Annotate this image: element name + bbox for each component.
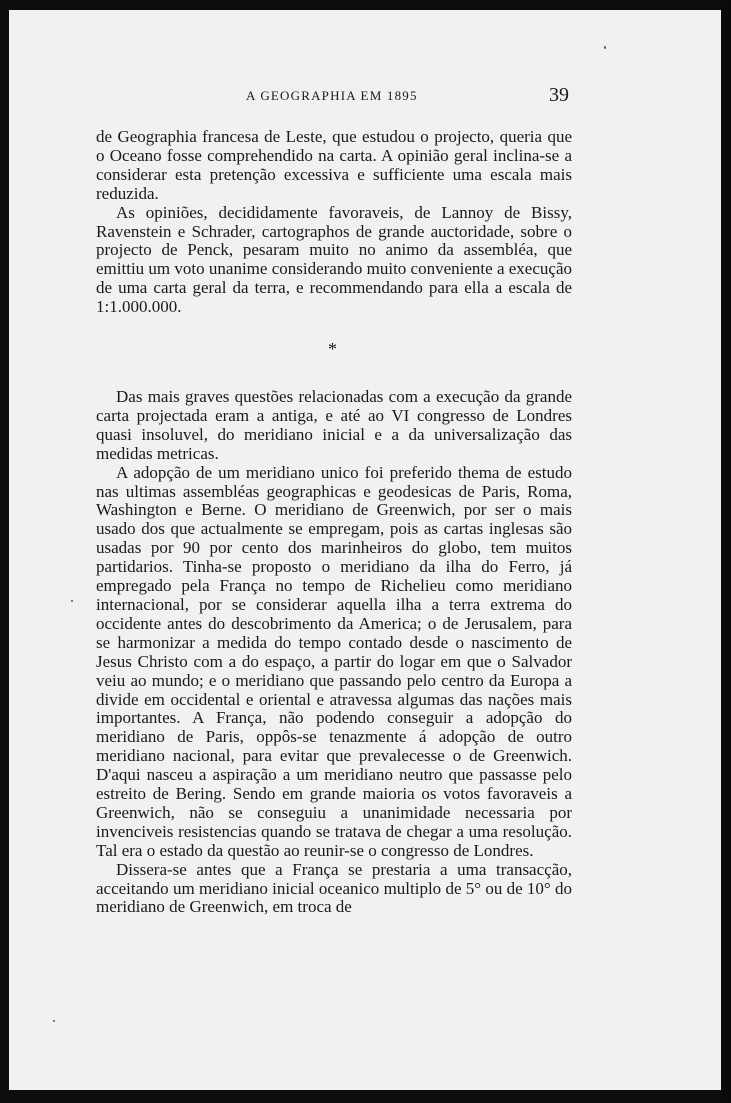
text-section-1	[96, 128, 572, 317]
page-number: 39	[549, 84, 569, 106]
paragraph: As opiniões, decididamente favoraveis, de Lannoy de Bissy, Ravenstein e Schrader, cartographos de grande auctoridade, sobre o projecto de Penck, pesaram muito no animo da assembléa, que emittiu um voto unanime considerando muito conveniente a execução de uma carta geral da terra, e recommendando para ella a escala de 1:1.000.000.	[96, 202, 572, 317]
paragraph: Dissera-se antes que a França se prestaria a uma transacção, acceitando um meridiano inicial oceanico multiplo de 5° ou de 10° do meridiano de Greenwich, em troca de	[96, 859, 572, 917]
paper-speck	[53, 1020, 55, 1022]
paper-speck	[604, 46, 606, 49]
scan-right-edge	[721, 0, 731, 1103]
paper-speck	[71, 600, 73, 602]
running-title: A GEOGRAPHIA EM 1895	[246, 88, 418, 103]
paragraph: A adopção de um meridiano unico foi preferido thema de estudo nas ultimas assembléas geographicas e geodesicas de Paris, Roma, Washington e Berne. O meridiano de Greenwich, por ser o mais usado dos que actualmente se empregam, pois as cartas inglesas são usadas por 90 por cento dos marinheiros do globo, tem muitos partidarios. Tinha-se proposto o meridiano da ilha do Ferro, já empregado pela França no tempo de Richelieu como meridiano internacional, por se considerar aquella ilha a terra extrema do occidente antes do descobrimento da America; o de Jerusalem, para se harmonizar a medida do tempo contado desde o nascimento de Jesus Christo com a do espaço, a partir do logar em que o Salvador veiu ao mundo; e o meridiano que passando pelo centro da Europa a divide em occidental e oriental e atravessa algumas das nações mais importantes. A França, não podendo conseguir a adopção do meridiano de Paris, oppôs-se tenazmente á adopção de outro meridiano nacional, para evitar que prevalecesse o de Greenwich. D'aqui nasceu a aspiração a um meridiano neutro que passasse pelo estreito de Bering. Sendo em grande maioria os votos favoraveis a Greenwich, não se conseguiu a unanimidade necessaria por invenciveis resistencias quando se tratava de chegar a uma resolução. Tal era o estado da questão ao reunir-se o congresso de Londres.	[96, 462, 572, 860]
paragraph: de Geographia francesa de Leste, que estudou o projecto, queria que o Oceano fosse comprehendido na carta. A opinião geral inclina-se a considerar esta pretenção excessiva e sufficiente uma escala mais reduzida.	[96, 127, 572, 203]
text-section-2	[96, 388, 572, 917]
section-separator: *	[328, 339, 337, 359]
paragraph: Das mais graves questões relacionadas com a execução da grande carta projectada eram a antiga, e até ao VI congresso de Londres quasi insoluvel, do meridiano inicial e a da universalização das medidas metricas.	[96, 387, 572, 463]
